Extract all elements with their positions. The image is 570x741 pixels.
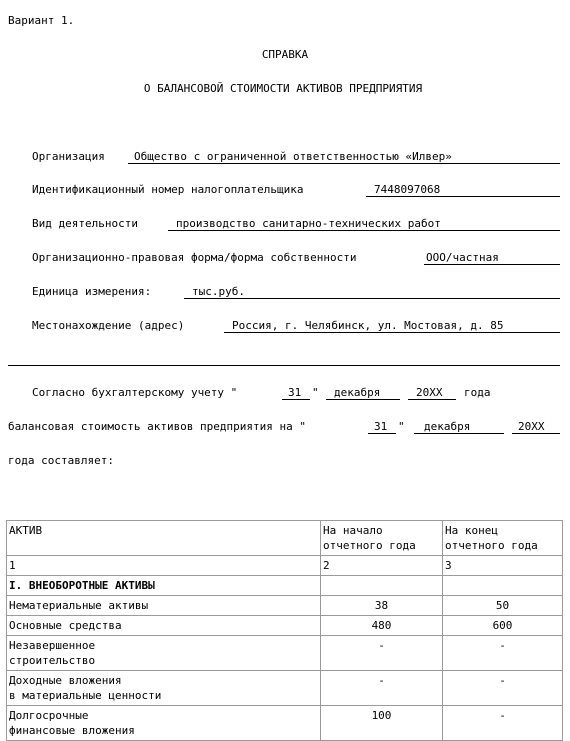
value-end[interactable]: -	[443, 671, 563, 706]
unit-field[interactable]: тыс.руб.	[192, 285, 245, 298]
header-start-line2: отчетного года	[323, 539, 416, 552]
value-start[interactable]: 480	[321, 616, 443, 636]
month-underline-2	[414, 433, 504, 434]
statement-text-3: года составляет:	[8, 454, 114, 467]
asset-name-line1: Доходные вложения	[9, 674, 122, 687]
activity-field[interactable]: производство санитарно-технических работ	[176, 217, 441, 230]
unit-underline	[184, 298, 560, 299]
month-underline-1	[326, 399, 400, 400]
header-asset	[7, 521, 321, 556]
value-start[interactable]: -	[321, 636, 443, 671]
section-title: I. ВНЕОБОРОТНЫЕ АКТИВЫ	[7, 576, 321, 596]
balance-table	[6, 520, 563, 741]
header-end-line1: На конец	[445, 524, 498, 537]
org-underline	[128, 163, 560, 164]
table-section-row	[7, 576, 563, 596]
inn-label: Идентификационный номер налогоплательщика	[32, 183, 304, 196]
year-underline-2	[512, 433, 560, 434]
day-underline-1	[282, 399, 310, 400]
document-subtitle: О БАЛАНСОВОЙ СТОИМОСТИ АКТИВОВ ПРЕДПРИЯТИЯ	[143, 82, 423, 95]
org-field[interactable]: Общество с ограниченной ответственностью «Илвер»	[134, 150, 452, 163]
day-field-1[interactable]: 31	[288, 386, 302, 399]
day-underline-2	[368, 433, 396, 434]
asset-name-line2: строительство	[9, 654, 96, 667]
location-label: Местонахождение (адрес)	[32, 319, 185, 332]
table-row	[7, 706, 563, 741]
inn-underline	[366, 196, 560, 197]
org-label: Организация	[32, 150, 105, 163]
number-cell: 1	[7, 556, 321, 576]
table-row	[7, 596, 563, 616]
asset-name	[7, 636, 321, 671]
form-field[interactable]: ООО/частная	[426, 251, 499, 264]
form-underline	[424, 264, 560, 265]
variant-label: Вариант 1.	[8, 14, 75, 27]
year-field-2[interactable]: 20ХХ	[518, 420, 545, 433]
value-end[interactable]: 50	[443, 596, 563, 616]
value-start[interactable]: -	[321, 671, 443, 706]
value-end[interactable]: -	[443, 636, 563, 671]
empty-cell	[443, 576, 563, 596]
separator-line	[8, 365, 560, 366]
empty-cell	[321, 576, 443, 596]
table-row	[7, 616, 563, 636]
asset-name-line1: Незавершенное	[9, 639, 96, 652]
year-underline-1	[408, 399, 456, 400]
statement-text-1: Согласно бухгалтерскому учету "	[32, 386, 238, 399]
header-end	[443, 521, 563, 556]
number-cell: 2	[321, 556, 443, 576]
statement-text-2: балансовая стоимость активов предприятия на "	[8, 420, 307, 433]
header-start	[321, 521, 443, 556]
table-numbering-row	[7, 556, 563, 576]
activity-underline	[168, 230, 560, 231]
day-field-2[interactable]: 31	[374, 420, 388, 433]
location-underline	[224, 332, 560, 333]
form-label: Организационно-правовая форма/форма собственности	[32, 251, 357, 264]
asset-name	[7, 671, 321, 706]
quote-2: "	[398, 420, 405, 433]
table-header-row	[7, 521, 563, 556]
month-field-2[interactable]: декабря	[424, 420, 471, 433]
unit-label: Единица измерения:	[32, 285, 152, 298]
value-end[interactable]: -	[443, 706, 563, 741]
header-end-line2: отчетного года	[445, 539, 538, 552]
asset-name: Основные средства	[7, 616, 321, 636]
quote-1: "	[312, 386, 319, 399]
document-title: СПРАВКА	[261, 48, 309, 61]
table-row	[7, 671, 563, 706]
header-start-line1: На начало	[323, 524, 383, 537]
month-field-1[interactable]: декабря	[334, 386, 381, 399]
statement-year-word-1: года	[464, 386, 491, 399]
inn-field[interactable]: 7448097068	[374, 183, 441, 196]
asset-name	[7, 706, 321, 741]
value-start[interactable]: 100	[321, 706, 443, 741]
asset-name-line2: финансовые вложения	[9, 724, 135, 737]
asset-name-line1: Долгосрочные	[9, 709, 89, 722]
table-row	[7, 636, 563, 671]
value-start[interactable]: 38	[321, 596, 443, 616]
year-field-1[interactable]: 20ХХ	[416, 386, 443, 399]
asset-name: Нематериальные активы	[7, 596, 321, 616]
activity-label: Вид деятельности	[32, 217, 138, 230]
number-cell: 3	[443, 556, 563, 576]
header-asset-label: АКТИВ	[9, 524, 43, 537]
asset-name-line2: в материальные ценности	[9, 689, 162, 702]
value-end[interactable]: 600	[443, 616, 563, 636]
location-field[interactable]: Россия, г. Челябинск, ул. Мостовая, д. 85	[232, 319, 504, 332]
